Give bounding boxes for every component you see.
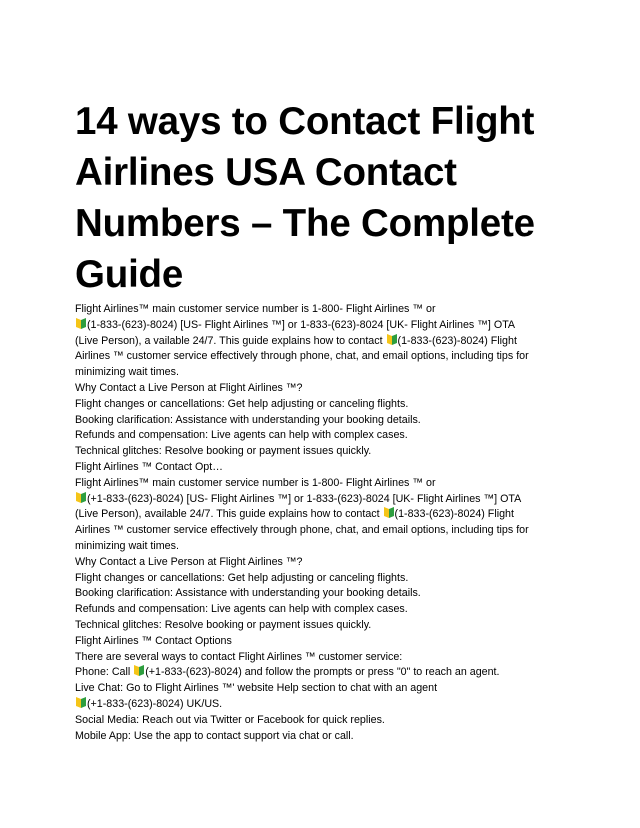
text-line [75, 618, 575, 634]
line-text: Flight changes or cancellations: Get help adjusting or canceling flights. [75, 571, 409, 584]
text-line [75, 697, 575, 713]
line-text: Technical glitches: Resolve booking or payment issues quickly. [75, 618, 372, 631]
line-text: Live Chat: Go to Flight Airlines ™' website Help section to chat with an agent [75, 682, 438, 695]
line-text: Flight changes or cancellations: Get help adjusting or canceling flights. [75, 397, 409, 410]
text-line [75, 602, 575, 618]
line-text: (+1-833-(623)-8024) [US- Flight Airlines ™] or 1-833-(623)-8024 [UK- Flight Airlines ™] OTA [87, 492, 522, 505]
line-text: (Live Person), a vailable 24/7. This guide explains how to contact [75, 334, 386, 347]
beginner-mark-icon [76, 697, 86, 708]
text-line [75, 507, 575, 523]
line-text: Flight Airlines ™ Contact Options [75, 634, 232, 647]
beginner-mark-icon [76, 318, 86, 329]
text-line [75, 318, 575, 334]
text-line [75, 444, 575, 460]
line-text: Why Contact a Live Person at Flight Airlines ™? [75, 555, 303, 568]
document-title: 14 ways to Contact Flight Airlines USA Contact Numbers – The Complete Guide [75, 100, 535, 296]
line-text: (+1-833-(623)-8024) and follow the prompts or press "0" to reach an agent. [145, 666, 500, 679]
line-text: Booking clarification: Assistance with understanding your booking details. [75, 587, 421, 600]
text-line [75, 476, 575, 492]
line-text: Phone: Call [75, 666, 134, 679]
line-text: (+1-833-(623)-8024) UK/US. [87, 697, 223, 710]
line-text: (Live Person), available 24/7. This guide explains how to contact [75, 508, 383, 521]
line-text: There are several ways to contact Flight Airlines ™ customer service: [75, 650, 403, 663]
line-text: Flight Airlines ™ Contact Opt… [75, 460, 223, 473]
line-text: Social Media: Reach out via Twitter or Facebook for quick replies. [75, 713, 385, 726]
text-line [75, 334, 575, 350]
line-text: Why Contact a Live Person at Flight Airlines ™? [75, 381, 303, 394]
line-text: Refunds and compensation: Live agents can help with complex cases. [75, 603, 408, 616]
text-line [75, 523, 575, 539]
line-text: (1-833-(623)-8024) [US- Flight Airlines ™] or 1-833-(623)-8024 [UK- Flight Airlines ™] OTA [87, 318, 516, 331]
line-text: Flight Airlines™ main customer service number is 1-800- Flight Airlines ™ or [75, 303, 436, 315]
text-line [75, 302, 575, 318]
text-line [75, 397, 575, 413]
beginner-mark-icon [76, 492, 86, 503]
line-text: Mobile App: Use the app to contact support via chat or call. [75, 729, 354, 742]
text-line [75, 539, 575, 555]
section-heading [75, 634, 575, 650]
text-line [75, 428, 575, 444]
text-line [75, 713, 575, 729]
section-heading [75, 460, 575, 476]
line-text: (1-833-(623)-8024) Flight [394, 508, 514, 521]
text-line [75, 413, 575, 429]
line-text: Airlines ™ customer service effectively through phone, chat, and email options, including tips for [75, 350, 529, 363]
line-text: Technical glitches: Resolve booking or payment issues quickly. [75, 445, 372, 458]
line-text: Flight Airlines™ main customer service number is 1-800- Flight Airlines ™ or [75, 476, 436, 489]
line-text: minimizing wait times. [75, 539, 179, 552]
text-line [75, 729, 575, 745]
text-line [75, 586, 575, 602]
text-line [75, 650, 575, 666]
document-body [75, 302, 575, 744]
line-text: (1-833-(623)-8024) Flight [397, 334, 517, 347]
line-text: minimizing wait times. [75, 366, 179, 379]
section-heading [75, 381, 575, 397]
line-text: Airlines ™ customer service effectively through phone, chat, and email options, including tips for [75, 524, 529, 537]
text-line [75, 681, 575, 697]
line-text: Refunds and compensation: Live agents can help with complex cases. [75, 429, 408, 442]
text-line [75, 365, 575, 381]
beginner-mark-icon [384, 507, 394, 518]
beginner-mark-icon [387, 334, 397, 345]
text-line [75, 492, 575, 508]
line-text: Booking clarification: Assistance with understanding your booking details. [75, 413, 421, 426]
beginner-mark-icon [134, 665, 144, 676]
text-line [75, 571, 575, 587]
text-line [75, 665, 575, 681]
section-heading [75, 555, 575, 571]
text-line [75, 349, 575, 365]
